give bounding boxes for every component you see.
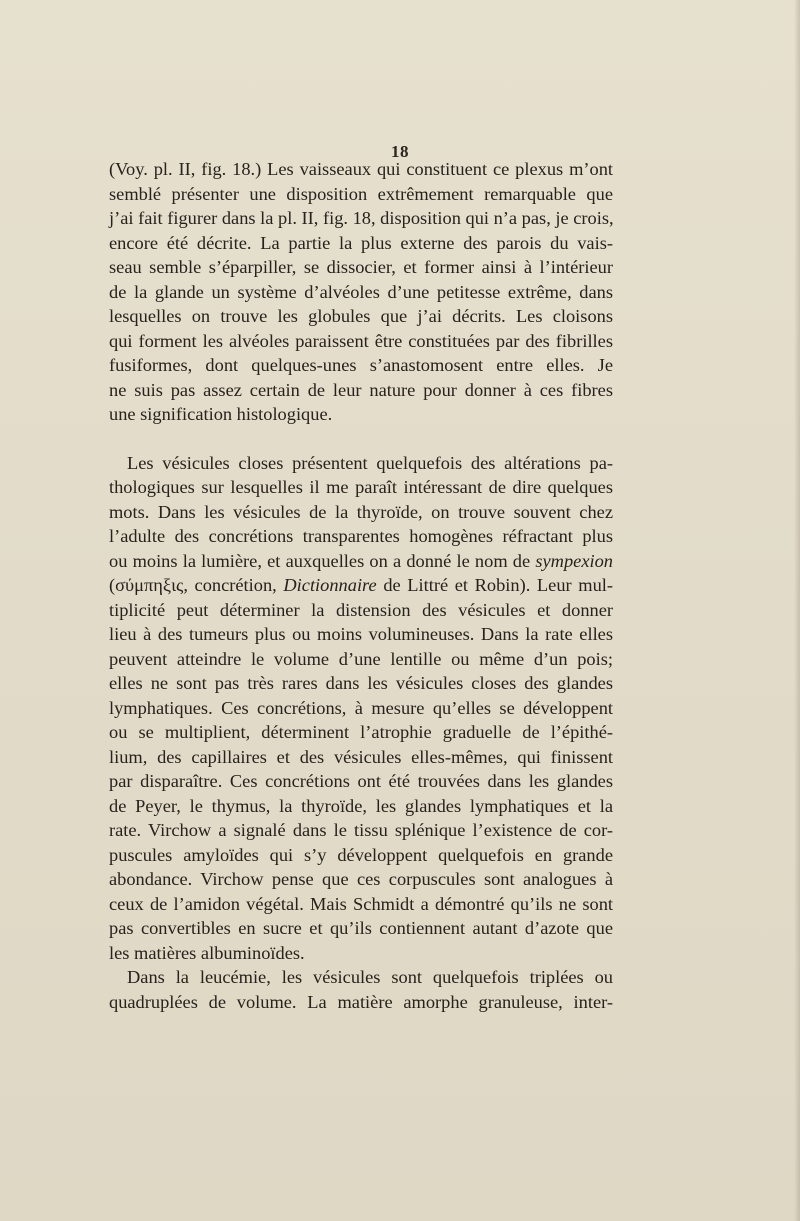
text-line: puscules amyloïdes qui s’y développent quelquefois en grande	[109, 844, 613, 865]
page-number: 18	[391, 142, 409, 161]
text-line	[109, 549, 613, 574]
text-line: abondance. Virchow pense que ces corpuscules sont analogues à	[109, 869, 613, 889]
text-line: de Peyer, le thymus, la thyroïde, les glandes lymphatiques et la	[109, 795, 613, 816]
text-line: Les vésicules closes présentent quelquefois des altérations pa-	[127, 452, 613, 473]
body-text	[109, 157, 613, 1014]
text-line: qui forment les alvéoles paraissent être constituées par des fibrilles	[109, 330, 613, 351]
text-line: par disparaître. Ces concrétions ont été trouvées dans les glandes	[109, 771, 613, 791]
text-line: lieu à des tumeurs plus ou moins volumineuses. Dans la rate elles	[109, 624, 613, 644]
text-line	[109, 573, 613, 598]
text-line: semblé présenter une disposition extrêmement remarquable que	[109, 183, 613, 204]
text-line: elles ne sont pas très rares dans les vésicules closes des glandes	[109, 673, 613, 693]
text-line: lium, des capillaires et des vésicules elles-mêmes, qui finissent	[109, 746, 613, 767]
text-line: pas convertibles en sucre et qu’ils contiennent autant d’azote que	[109, 918, 613, 938]
text-line: ou se multiplient, déterminent l’atrophie graduelle de l’épithé-	[109, 722, 613, 742]
text-line: rate. Virchow a signalé dans le tissu splénique l’existence de cor-	[109, 820, 613, 840]
text-line: fusiformes, dont quelques-unes s’anastomosent entre elles. Je	[109, 355, 613, 375]
text-line: (Voy. pl. II, fig. 18.) Les vaisseaux qui constituent ce plexus m’ont	[109, 159, 613, 179]
text-fragment: (σύμπηξις, concrétion,	[109, 575, 277, 595]
text-line: peuvent atteindre le volume d’une lentille ou même d’un pois;	[109, 648, 613, 669]
text-line: lesquelles on trouve les globules que j’ai décrits. Les cloisons	[109, 306, 613, 326]
text-line: quadruplées de volume. La matière amorphe granuleuse, inter-	[109, 991, 613, 1012]
text-line: Dans la leucémie, les vésicules sont quelquefois triplées ou	[127, 967, 613, 987]
paragraph-2	[109, 451, 613, 966]
text-fragment: ou moins la lumière, et auxquelles on a donné le nom de	[109, 550, 531, 571]
text-line: seau semble s’éparpiller, se dissocier, et former ainsi à l’intérieur	[109, 257, 613, 277]
text-line: j’ai fait figurer dans la pl. II, fig. 18, disposition qui n’a pas, je crois,	[109, 208, 614, 228]
text-line: les matières albuminoïdes.	[109, 942, 305, 963]
text-line: tiplicité peut déterminer la distension des vésicules et donner	[109, 599, 613, 620]
page-edge-shadow	[794, 0, 800, 1221]
text-line: thologiques sur lesquelles il me paraît intéressant de dire quelques	[109, 477, 613, 497]
text-line: ne suis pas assez certain de leur nature pour donner à ces fibres	[109, 379, 613, 400]
italic-term: Dictionnaire	[283, 575, 377, 595]
text-line: ceux de l’amidon végétal. Mais Schmidt a démontré qu’ils ne sont	[109, 893, 613, 914]
paragraph-1	[109, 157, 613, 427]
paragraph-3	[109, 965, 613, 1014]
text-line: une signification histologique.	[109, 404, 333, 424]
text-line: mots. Dans les vésicules de la thyroïde, on trouve souvent chez	[109, 501, 613, 522]
text-line: lymphatiques. Ces concrétions, à mesure qu’elles se développent	[109, 697, 613, 718]
text-line: de la glande un système d’alvéoles d’une petitesse extrême, dans	[109, 281, 613, 302]
paragraph-gap	[109, 427, 613, 451]
text-line: l’adulte des concrétions transparentes homogènes réfractant plus	[109, 526, 613, 546]
italic-term: sympexion	[535, 550, 613, 571]
text-fragment: de Littré et Robin). Leur mul-	[383, 575, 613, 595]
text-line: encore été décrite. La partie la plus externe des parois du vais-	[109, 232, 613, 253]
